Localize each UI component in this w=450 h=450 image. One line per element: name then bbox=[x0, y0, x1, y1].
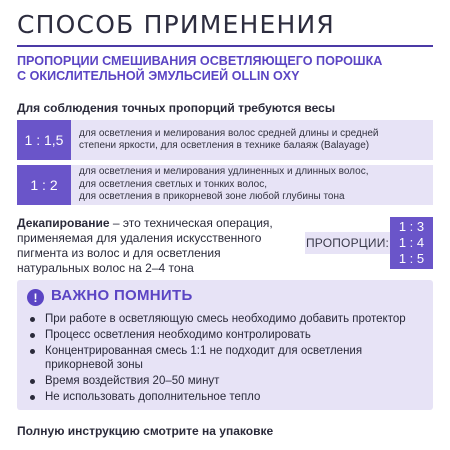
proportion-value: 1 : 4 bbox=[398, 235, 425, 250]
important-title: ВАЖНО ПОМНИТЬ bbox=[51, 287, 193, 304]
page-title: СПОСОБ ПРИМЕНЕНИЯ bbox=[17, 10, 335, 39]
decap-term: Декапирование bbox=[17, 216, 110, 230]
bullet-icon bbox=[30, 379, 35, 384]
bullet-icon bbox=[30, 317, 35, 322]
proportion-value: 1 : 3 bbox=[398, 219, 425, 234]
decap-line-1 bbox=[17, 216, 287, 231]
instruction-footer: Полную инструкцию смотрите на упаковке bbox=[17, 424, 274, 438]
list-item: Процесс осветления необходимо контролировать bbox=[27, 328, 425, 342]
decap-line-2: применяемая для удаления искусственного bbox=[17, 231, 262, 245]
decap-line-3: пигмента из волос и для осветления bbox=[17, 246, 221, 260]
ratio-badge: 1 : 2 bbox=[17, 165, 71, 205]
ratio-description-line: для осветления светлых и тонких волос, bbox=[79, 178, 267, 190]
proportions-values bbox=[390, 217, 433, 269]
bullet-icon bbox=[30, 333, 35, 338]
bullet-icon bbox=[30, 349, 35, 354]
list-item: Время воздействия 20–50 минут bbox=[27, 374, 425, 388]
decap-proportions bbox=[305, 217, 433, 269]
subtitle-line-1: ПРОПОРЦИИ СМЕШИВАНИЯ ОСВЕТЛЯЮЩЕГО ПОРОШКА bbox=[17, 54, 383, 68]
proportion-value: 1 : 5 bbox=[398, 251, 425, 266]
bullet-icon bbox=[30, 395, 35, 400]
ratio-description-line: степени яркости, для осветления в технике балаяж (Balayage) bbox=[79, 140, 370, 151]
decap-line-4: натуральных волос на 2–4 тона bbox=[17, 261, 194, 275]
title-divider bbox=[17, 45, 433, 47]
ratio-badge: 1 : 1,5 bbox=[17, 120, 71, 160]
ratio-description bbox=[79, 165, 427, 205]
proportions-label: ПРОПОРЦИИ: bbox=[305, 232, 390, 254]
ratio-row-1-2 bbox=[17, 165, 433, 205]
ratio-description-line: для осветления и мелирования удлиненных и длинных волос, bbox=[79, 166, 369, 178]
list-item: Концентрированная смесь 1:1 не подходит для осветления прикорневой зоны bbox=[27, 344, 425, 372]
mixing-subtitle bbox=[17, 54, 437, 84]
ratio-description-line: для осветления и мелирования волос средней длины и средней bbox=[79, 127, 379, 139]
important-panel bbox=[17, 280, 433, 410]
list-item: При работе в осветляющую смесь необходимо добавить протектор bbox=[27, 312, 425, 326]
ratio-description bbox=[79, 120, 427, 160]
list-item: Не использовать дополнительное тепло bbox=[27, 390, 425, 404]
ratio-row-1-1-5 bbox=[17, 120, 433, 160]
exclamation-icon: ! bbox=[27, 289, 44, 306]
ratio-description-line: для осветления в прикорневой зоне любой глубины тона bbox=[79, 191, 345, 203]
scales-note: Для соблюдения точных пропорций требуются весы bbox=[17, 101, 336, 115]
decap-line-1-rest: – это техническая операция, bbox=[109, 216, 273, 230]
subtitle-line-2: С ОКИСЛИТЕЛЬНОЙ ЭМУЛЬСИЕЙ OLLIN OXY bbox=[17, 69, 300, 83]
important-list bbox=[27, 312, 425, 406]
decapitation-description bbox=[17, 216, 287, 276]
